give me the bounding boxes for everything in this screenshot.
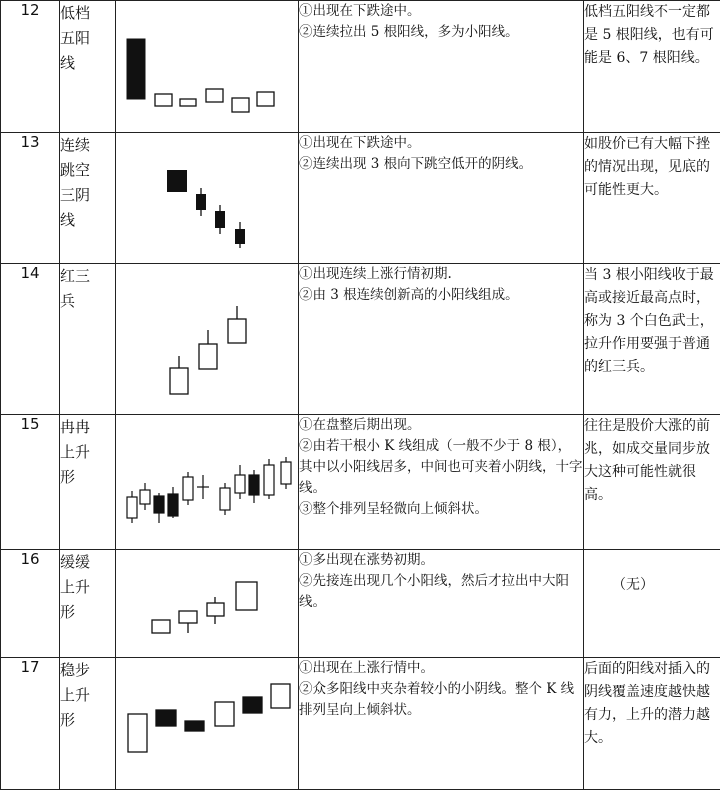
candle xyxy=(215,211,225,228)
candle xyxy=(281,462,291,484)
candle xyxy=(183,477,193,500)
candle xyxy=(185,721,204,731)
candle xyxy=(167,170,187,192)
candlestick-diagram-14 xyxy=(116,264,299,414)
candle xyxy=(154,496,164,513)
desc-line: ②由若干根小 K 线组成（一般不少于 8 根），其中以小阳线居多，中间也可夹着小阴线，十字线。 xyxy=(299,436,583,499)
row-number: 13 xyxy=(1,133,60,264)
candle xyxy=(220,488,230,510)
table-row xyxy=(1,550,720,658)
candlestick-diagram-15 xyxy=(116,415,299,549)
pattern-name: 冉冉上升形 xyxy=(60,415,94,490)
desc-line: ①出现在下跌途中。 xyxy=(299,133,583,154)
candle xyxy=(155,94,172,106)
desc-line: ③整个排列呈轻微向上倾斜状。 xyxy=(299,499,583,520)
candlestick-diagram-12 xyxy=(116,1,299,132)
desc-line: ②连续拉出 5 根阳线，多为小阳线。 xyxy=(299,22,583,43)
row-number: 12 xyxy=(1,1,60,133)
desc-line: ②众多阳线中夹杂着较小的小阴线。整个 K 线排列呈向上倾斜状。 xyxy=(299,679,583,721)
candle xyxy=(235,229,245,244)
pattern-name: 缓缓上升形 xyxy=(60,550,94,625)
pattern-note: 当 3 根小阳线收于最高或接近最高点时，称为 3 个白色武士，拉升作用要强于普通的红三兵。 xyxy=(584,264,720,379)
candle xyxy=(215,702,234,726)
pattern-note: 低档五阳线不一定都是 5 根阳线，也有可能是 6、7 根阳线。 xyxy=(584,1,720,70)
candle xyxy=(199,344,217,369)
pattern-note: （无） xyxy=(612,574,720,597)
candle xyxy=(168,494,178,516)
desc-line: ②由 3 根连续创新高的小阳线组成。 xyxy=(299,285,583,306)
pattern-note: 往往是股价大涨的前兆，如成交量同步放大这种可能性就很高。 xyxy=(584,415,720,507)
pattern-name: 红三兵 xyxy=(60,264,94,314)
pattern-diagram xyxy=(116,415,299,550)
row-number: 15 xyxy=(1,415,60,550)
candle xyxy=(264,465,274,495)
pattern-diagram xyxy=(116,658,299,790)
pattern-note: 后面的阳线对插入的阴线覆盖速度越快越有力，上升的潜力越大。 xyxy=(584,658,720,750)
table-row xyxy=(1,658,720,790)
pattern-diagram xyxy=(116,550,299,658)
pattern-name: 低档五阳线 xyxy=(60,1,94,76)
desc-line: ①出现在下跌途中。 xyxy=(299,1,583,22)
candle xyxy=(156,710,176,726)
candle xyxy=(180,99,196,106)
candle xyxy=(243,697,262,713)
pattern-name: 连续跳空三阴线 xyxy=(60,133,94,233)
desc-line: ①多出现在涨势初期。 xyxy=(299,550,583,571)
desc-line: ①出现连续上涨行情初期. xyxy=(299,264,583,285)
pattern-diagram xyxy=(116,1,299,133)
desc-line: ①在盘整后期出现。 xyxy=(299,415,583,436)
candlestick-diagram-13 xyxy=(116,133,299,263)
candle xyxy=(179,611,197,623)
candle xyxy=(170,368,188,394)
pattern-name: 稳步上升形 xyxy=(60,658,94,733)
table-row xyxy=(1,415,720,550)
pattern-note: 如股价已有大幅下挫的情况出现，见底的可能性更大。 xyxy=(584,133,720,202)
desc-line: ①出现在上涨行情中。 xyxy=(299,658,583,679)
pattern-diagram xyxy=(116,133,299,264)
candle xyxy=(232,98,249,112)
row-number: 14 xyxy=(1,264,60,415)
candle xyxy=(152,620,170,633)
pattern-diagram xyxy=(116,264,299,415)
candle xyxy=(271,684,290,708)
candle xyxy=(140,490,150,504)
table-row xyxy=(1,1,720,133)
candle xyxy=(127,497,137,518)
candle xyxy=(128,714,147,752)
candle xyxy=(207,603,224,616)
candle xyxy=(257,92,274,106)
candle xyxy=(236,582,257,610)
desc-line: ②连续出现 3 根向下跳空低开的阴线。 xyxy=(299,154,583,175)
candle xyxy=(228,319,246,343)
desc-line: ②先接连出现几个小阳线，然后才拉出中大阳线。 xyxy=(299,571,583,613)
row-number: 17 xyxy=(1,658,60,790)
candlestick-diagram-17 xyxy=(116,658,299,789)
candle xyxy=(206,89,223,102)
candle xyxy=(249,475,259,495)
candlestick-diagram-16 xyxy=(116,550,299,657)
candle xyxy=(127,39,145,99)
candle xyxy=(235,475,245,493)
candle xyxy=(196,194,206,210)
row-number: 16 xyxy=(1,550,60,658)
table-row xyxy=(1,133,720,264)
table-row xyxy=(1,264,720,415)
